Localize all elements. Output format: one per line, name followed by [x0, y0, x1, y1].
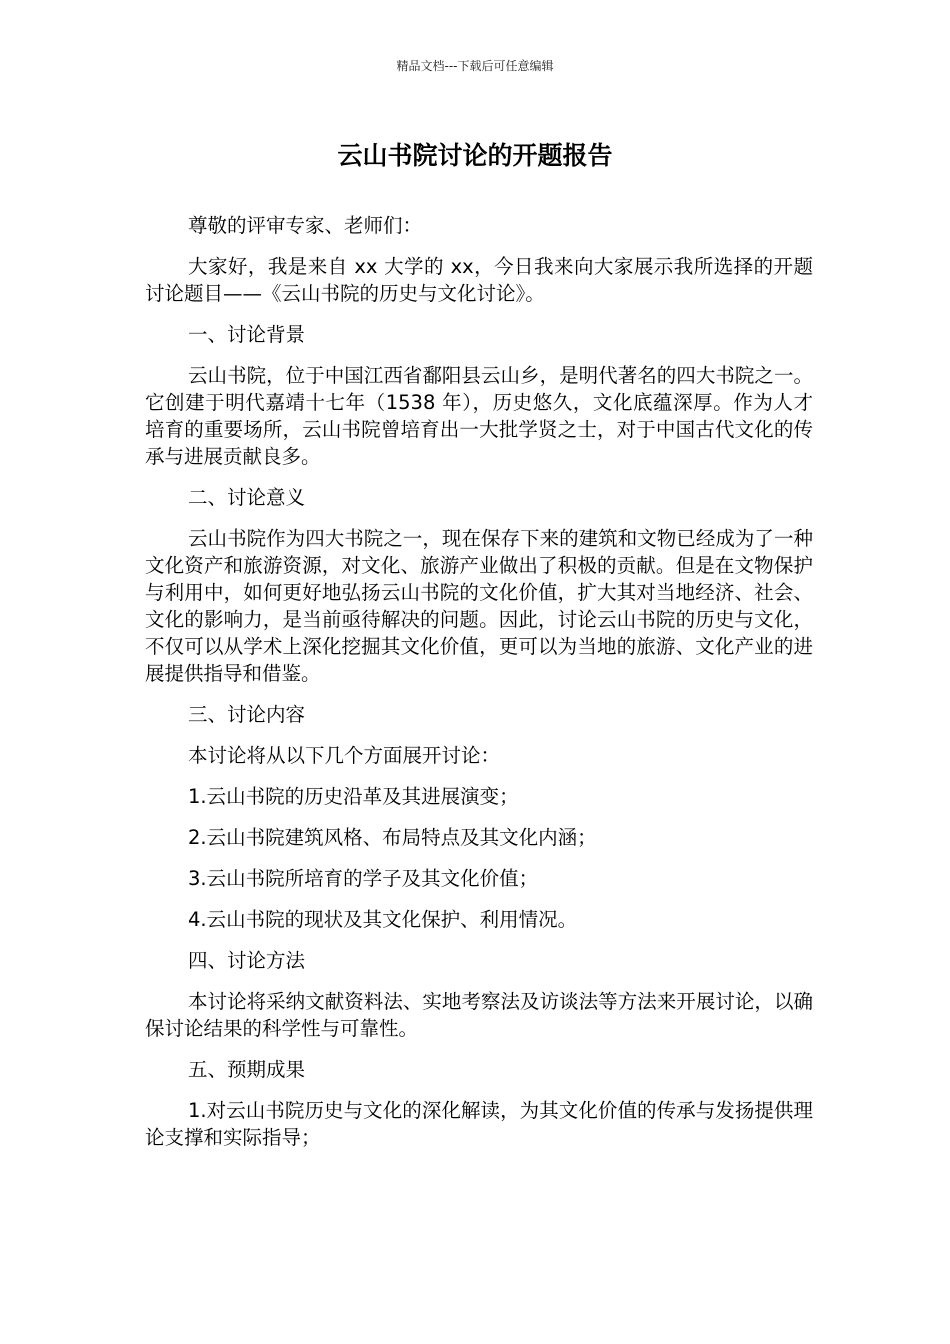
section-heading-significance: 二、讨论意义	[188, 486, 306, 509]
content-item: 2.云山书院建筑风格、布局特点及其文化内涵；	[188, 826, 597, 849]
content-item: 4.云山书院的现状及其文化保护、利用情况。	[188, 908, 578, 931]
significance-paragraph: 云山书院作为四大书院之一，现在保存下来的建筑和文物已经成为了一种文化资产和旅游资源，对文化、旅游产业做出了积极的贡献。但是在文物保护与利用中，如何更好地弘扬云山书院的文化价值，扩大其对当地经济、社会、文化的影响力，是当前亟待解决的问题。因此，讨论云山书院的历史与文化，不仅可以从学术上深化挖掘其文化价值，更可以为当地的旅游、文化产业的进展提供指导和借鉴。	[145, 527, 813, 685]
methods-paragraph: 本讨论将采纳文献资料法、实地考察法及访谈法等方法来开展讨论，以确保讨论结果的科学性与可靠性。	[145, 990, 813, 1040]
background-paragraph: 云山书院，位于中国江西省鄱阳县云山乡，是明代著名的四大书院之一。它创建于明代嘉靖十七年（1538 年），历史悠久，文化底蕴深厚。作为人才培育的重要场所，云山书院曾培育出一大批学贤之士，对于中国古代文化的传承与进展贡献良多。	[145, 364, 813, 468]
section-heading-content: 三、讨论内容	[188, 703, 306, 726]
content-item: 3.云山书院所培育的学子及其文化价值；	[188, 867, 539, 890]
document-body	[145, 212, 813, 1165]
intro-paragraph: 大家好，我是来自 xx 大学的 xx，今日我来向大家展示我所选择的开题讨论题目——《云山书院的历史与文化讨论》。	[145, 255, 813, 305]
outcome-item: 1.对云山书院历史与文化的深化解读，为其文化价值的传承与发扬提供理论支撑和实际指导；	[145, 1099, 813, 1149]
section-heading-methods: 四、讨论方法	[188, 949, 306, 972]
section-heading-outcomes: 五、预期成果	[188, 1058, 306, 1081]
salutation: 尊敬的评审专家、老师们：	[188, 214, 423, 237]
document-title: 云山书院讨论的开题报告	[337, 141, 613, 170]
page-header: 精品文档---下载后可任意编辑	[396, 59, 554, 73]
content-intro: 本讨论将从以下几个方面展开讨论：	[188, 744, 501, 767]
section-heading-background: 一、讨论背景	[188, 323, 306, 346]
content-item: 1.云山书院的历史沿革及其进展演变；	[188, 785, 519, 808]
